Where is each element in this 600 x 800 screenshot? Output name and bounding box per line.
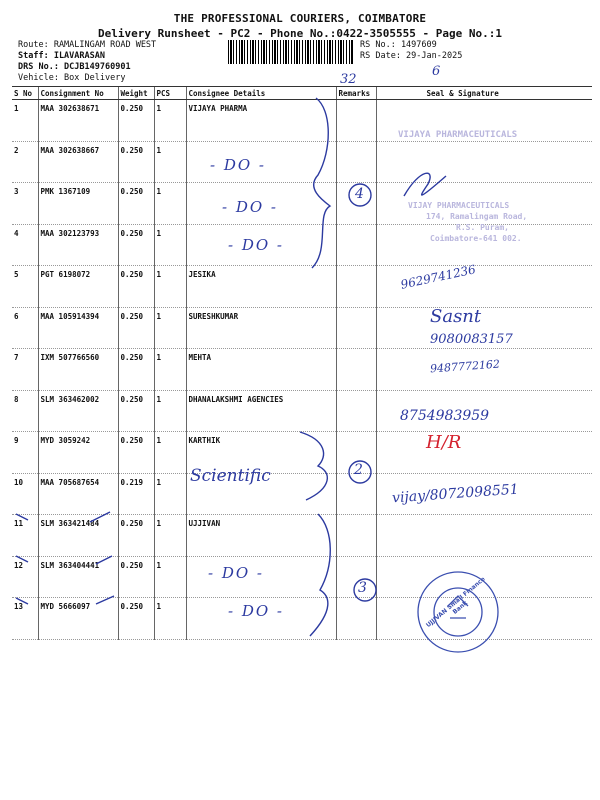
cell-sno: 9: [12, 432, 38, 474]
stamp-line-2: 174, Ramalingam Road,: [426, 212, 528, 221]
phone-row-6: 9080083157: [430, 332, 513, 347]
cell-pcs: 1: [154, 183, 186, 225]
cell-weight: 0.250: [118, 349, 154, 391]
cell-consignment: PMK 1367109: [38, 183, 118, 225]
rs-number: RS No.: 1497609: [360, 40, 437, 50]
cell-sno: 13: [12, 598, 38, 640]
signature-row-5: 9629741236: [399, 262, 477, 292]
cell-pcs: 1: [154, 349, 186, 391]
cell-weight: 0.250: [118, 598, 154, 640]
col-seal-signature: Seal & Signature: [376, 87, 592, 100]
staff: Staff: ILAVARASAN: [18, 51, 105, 61]
cell-sno: 6: [12, 307, 38, 349]
cell-sno: 7: [12, 349, 38, 391]
cell-consignment: SLM 363404441: [38, 556, 118, 598]
signature-row-10: vijay/8072098551: [391, 481, 520, 507]
circle-remark-2: [349, 461, 371, 483]
circle-remark-3: [354, 579, 376, 601]
stamp-line-4: Coimbatore-641 002.: [430, 234, 522, 243]
cell-consignment: MAA 705687654: [38, 473, 118, 515]
ujjivan-seal-text: UJJIVAN Small Finance Bank: [424, 575, 487, 630]
cell-consignment: SLM 363421484: [38, 515, 118, 557]
cell-consignee: KARTHIK: [186, 432, 336, 474]
hand-count: 32: [340, 72, 357, 87]
cell-consignment: MAA 302638667: [38, 141, 118, 183]
cell-consignment: MAA 105914394: [38, 307, 118, 349]
cell-pcs: 1: [154, 224, 186, 266]
signature-row-8: 8754983959: [400, 408, 490, 424]
cell-weight: 0.250: [118, 100, 154, 142]
signature-row-7: 9487772162: [429, 357, 501, 376]
cell-pcs: 1: [154, 473, 186, 515]
cell-weight: 0.250: [118, 224, 154, 266]
cell-consignment: MYD 5666097: [38, 598, 118, 640]
ditto-row-12: - DO -: [208, 564, 264, 582]
remark-group-2: 2: [354, 462, 363, 478]
tick-13: [96, 596, 114, 604]
cell-consignment: SLM 363462002: [38, 390, 118, 432]
ditto-row-3: - DO -: [222, 198, 278, 216]
cell-sno: 12: [12, 556, 38, 598]
strike-11: [16, 514, 28, 520]
cell-pcs: 1: [154, 266, 186, 308]
cell-consignment: MAA 302123793: [38, 224, 118, 266]
col-sno: S No: [12, 87, 38, 100]
row10-consignee-handwritten: Scientific: [190, 466, 271, 486]
rs-date: RS Date: 29-Jan-2025: [360, 51, 463, 61]
cell-sno: 4: [12, 224, 38, 266]
cell-sno: 10: [12, 473, 38, 515]
company-name: THE PROFESSIONAL COURIERS, COIMBATORE: [173, 12, 427, 25]
cell-pcs: 1: [154, 598, 186, 640]
cell-pcs: 1: [154, 432, 186, 474]
col-consignee: Consignee Details: [186, 87, 336, 100]
remark-group-1: 4: [355, 186, 364, 202]
cell-weight: 0.250: [118, 266, 154, 308]
strike-12: [16, 556, 28, 562]
cell-weight: 0.250: [118, 515, 154, 557]
col-weight: Weight: [118, 87, 154, 100]
cell-pcs: 1: [154, 390, 186, 432]
cell-pcs: 1: [154, 556, 186, 598]
cell-pcs: 1: [154, 307, 186, 349]
signature-row-9: H/R: [426, 432, 462, 453]
ditto-row-13: - DO -: [228, 602, 284, 620]
cell-sno: 1: [12, 100, 38, 142]
cell-consignee: SURESHKUMAR: [186, 307, 336, 349]
brace-rows-9-10: [300, 432, 327, 500]
cell-sno: 8: [12, 390, 38, 432]
col-remarks: Remarks: [336, 87, 376, 100]
brace-rows-11-13: [310, 514, 330, 636]
cell-weight: 0.219: [118, 473, 154, 515]
drs-number: DRS No.: DCJB149760901: [18, 62, 131, 72]
cell-sno: 3: [12, 183, 38, 225]
cell-pcs: 1: [154, 515, 186, 557]
tick-12: [96, 556, 112, 564]
col-pcs: PCS: [154, 87, 186, 100]
col-consignment: Consignment No: [38, 87, 118, 100]
signature-row-6: Sasnt: [430, 306, 482, 327]
cell-consignment: MYD 3059242: [38, 432, 118, 474]
cell-sno: 5: [12, 266, 38, 308]
ditto-row-2: - DO -: [210, 156, 266, 174]
cell-consignment: IXM 507766560: [38, 349, 118, 391]
cell-sno: 11: [12, 515, 38, 557]
cell-weight: 0.250: [118, 141, 154, 183]
vehicle: Vehicle: Box Delivery: [18, 73, 126, 83]
circle-remark-1: [349, 184, 371, 206]
cell-weight: 0.250: [118, 556, 154, 598]
cell-pcs: 1: [154, 100, 186, 142]
cell-weight: 0.250: [118, 390, 154, 432]
cell-weight: 0.250: [118, 432, 154, 474]
cell-consignee: JESIKA: [186, 266, 336, 308]
route: Route: RAMALINGAM ROAD WEST: [18, 40, 157, 50]
stamp-line-3: R.S. Puram,: [456, 223, 509, 232]
cell-consignee: MEHTA: [186, 349, 336, 391]
cell-consignment: PGT 6198072: [38, 266, 118, 308]
tick-11: [90, 512, 110, 522]
vijaya-stamp-top: VIJAYA PHARMACEUTICALS: [398, 130, 518, 140]
cell-weight: 0.250: [118, 307, 154, 349]
stamp-line-1: VIJAY PHARMACEUTICALS: [408, 201, 510, 210]
cell-consignee: DHANALAKSHMI AGENCIES: [186, 390, 336, 432]
cell-consignee: UJJIVAN: [186, 515, 336, 557]
brace-rows-1-4: [312, 98, 330, 268]
vijaya-signature: [404, 173, 446, 196]
cell-consignment: MAA 302638671: [38, 100, 118, 142]
cell-consignee: VIJAYA PHARMA: [186, 100, 336, 142]
cell-pcs: 1: [154, 141, 186, 183]
remark-group-3: 3: [358, 580, 367, 596]
cell-sno: 2: [12, 141, 38, 183]
ditto-row-4: - DO -: [228, 236, 284, 254]
hand-mark: 6: [432, 64, 441, 79]
runsheet-title: Delivery Runsheet - PC2 - Phone No.:0422-3505555 - Page No.:1: [98, 27, 502, 40]
strike-13: [16, 598, 28, 604]
cell-weight: 0.250: [118, 183, 154, 225]
